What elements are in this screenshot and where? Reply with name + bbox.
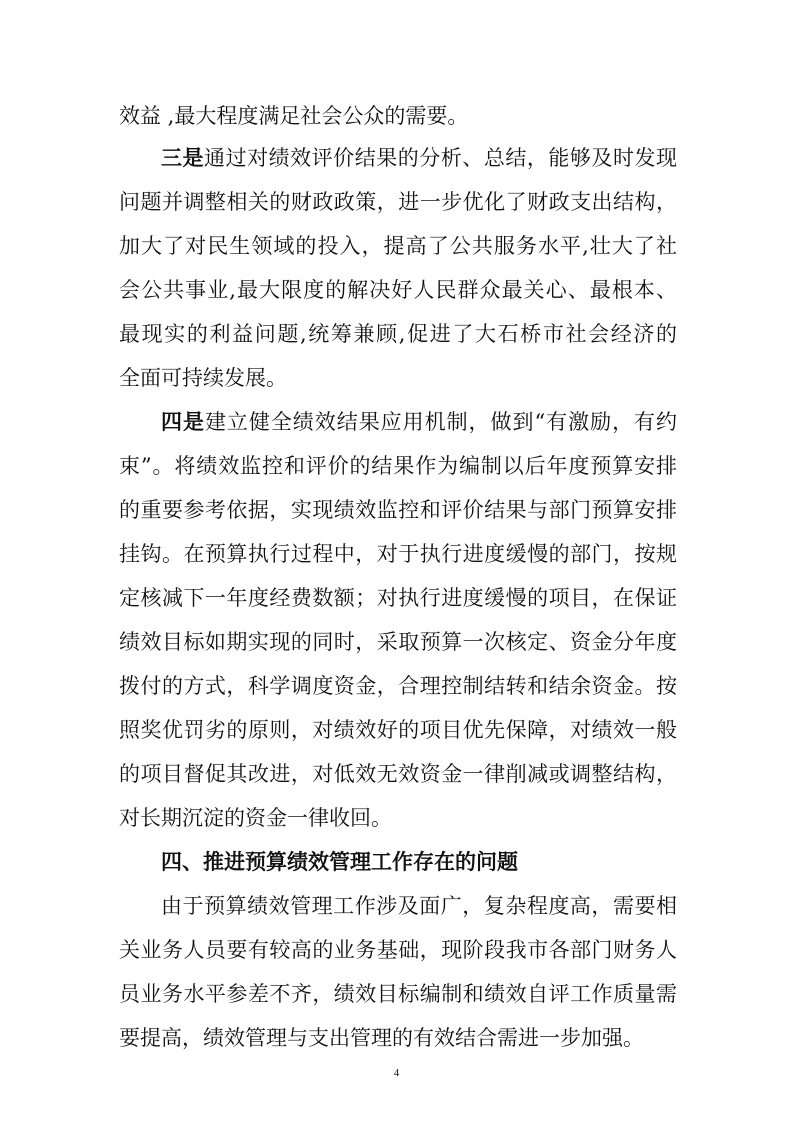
paragraph-continuation-line-1: 效益 ,最大程度满足社会公众的需要。 [119,104,469,128]
paragraph-san-line-2: 问题并调整相关的财政政策，进一步优化了财政支出结构， [119,190,677,214]
paragraph-san-line-3: 加大了对民生领域的投入，提高了公共服务水平,壮大了社 [119,234,677,258]
paragraph-si-line-1 [161,404,677,440]
paragraph-san-lead: 三是 [161,145,205,170]
paragraph-si-line-9: 的项目督促其改进，对低效无效资金一律削减或调整结构， [119,762,677,786]
paragraph-si-line-5: 定核减下一年度经费数额；对执行进度缓慢的项目，在保证 [119,586,677,610]
paragraph-problem-line-2: 关业务人员要有较高的业务基础，现阶段我市各部门财务人 [119,938,677,962]
paragraph-si-line-4: 挂钩。在预算执行过程中，对于执行进度缓慢的部门，按规 [119,542,677,566]
paragraph-si-line-2: 束”。将绩效监控和评价的结果作为编制以后年度预算安排 [119,454,677,478]
paragraph-si-lead: 四是 [161,409,205,434]
paragraph-san-line-5: 最现实的利益问题,统筹兼顾,促进了大石桥市社会经济的 [119,322,677,346]
paragraph-san-line-4: 会公共事业,最大限度的解决好人民群众最关心、最根本、 [119,278,677,302]
paragraph-si-line-3: 的重要参考依据，实现绩效监控和评价结果与部门预算安排 [119,498,677,522]
section-heading: 四、推进预算绩效管理工作存在的问题 [161,849,518,874]
paragraph-si-line-10: 对长期沉淀的资金一律收回。 [119,806,392,830]
paragraph-san-line-6: 全面可持续发展。 [119,366,287,390]
paragraph-san-text: 通过对绩效评价结果的分析、总结，能够及时发现 [204,146,678,170]
paragraph-si-line-7: 拨付的方式，科学调度资金，合理控制结转和结余资金。按 [119,674,677,698]
paragraph-san-line-1 [161,140,677,176]
paragraph-si-line-6: 绩效目标如期实现的同时，采取预算一次核定、资金分年度 [119,630,677,654]
paragraph-si-line-8: 照奖优罚劣的原则，对绩效好的项目优先保障，对绩效一般 [119,718,677,742]
paragraph-problem-line-1: 由于预算绩效管理工作涉及面广，复杂程度高，需要相 [161,894,677,918]
page-number: 4 [393,1067,400,1079]
paragraph-problem-line-4: 要提高，绩效管理与支出管理的有效结合需进一步加强。 [119,1026,644,1050]
paragraph-problem-line-3: 员业务水平参差不齐，绩效目标编制和绩效自评工作质量需 [119,982,677,1006]
paragraph-si-text: 建立健全绩效结果应用机制，做到“有激励，有约 [204,410,678,434]
